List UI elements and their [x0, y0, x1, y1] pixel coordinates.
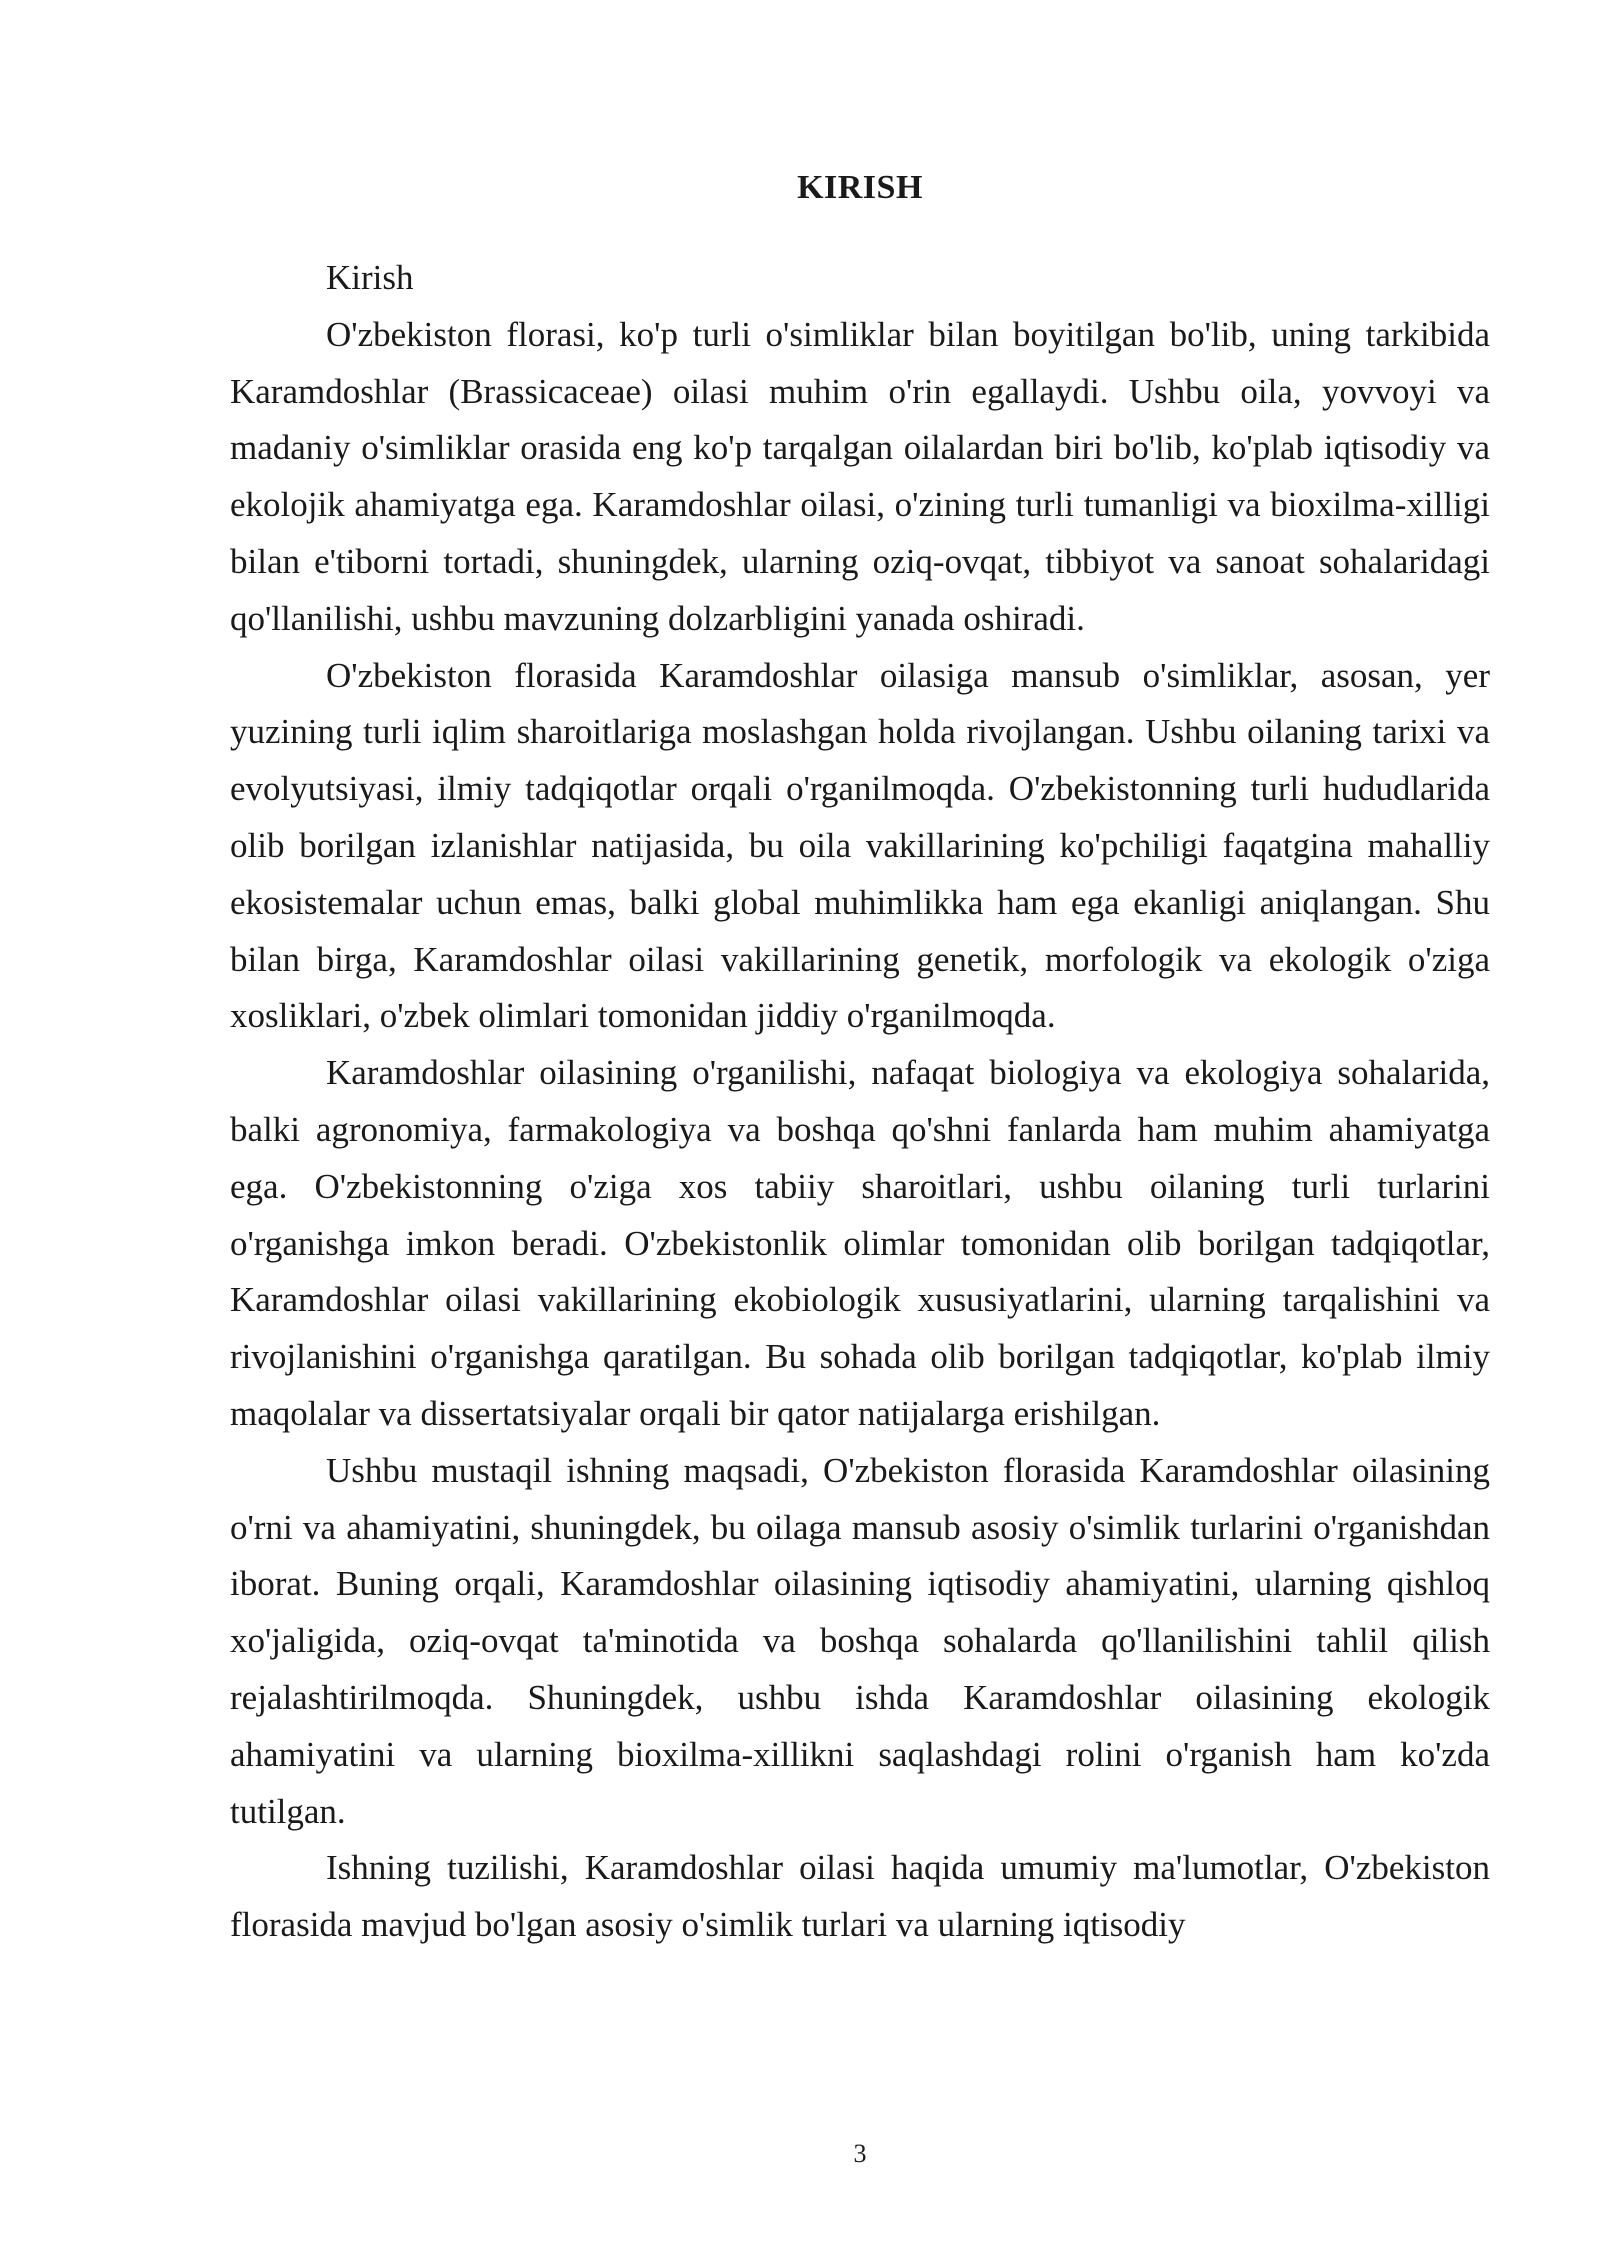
- paragraph: O'zbekiston florasi, ko'p turli o'simliklar bilan boyitilgan bo'lib, uning tarkibida Karamdoshlar (Brassicaceae) oilasi muhim o'rin egallaydi. Ushbu oila, yovvoyi va madaniy o'simliklar orasida eng ko'p tarqalgan oilalardan biri bo'lib, ko'plab iqtisodiy va ekolojik ahamiyatga ega. Karamdoshlar oilasi, o'zining turli tumanligi va bioxilma-xilligi bilan e'tiborni tortadi, shuningdek, ularning oziq-ovqat, tibbiyot va sanoat sohalaridagi qo'llanilishi, ushbu mavzuning dolzarbligini yanada oshiradi.: [230, 314, 1490, 638]
- body-text: [230, 250, 1490, 1954]
- subheading: Kirish: [326, 258, 414, 297]
- page-title: KIRISH: [797, 169, 923, 206]
- paragraph-continued: Ishning tuzilishi, Karamdoshlar oilasi haqida umumiy ma'lumotlar, O'zbekiston florasida mavjud bo'lgan asosiy o'simlik turlari va ularning iqtisodiy: [230, 1848, 1490, 1945]
- paragraph: O'zbekiston florasida Karamdoshlar oilasiga mansub o'simliklar, asosan, yer yuzining turli iqlim sharoitlariga moslashgan holda rivojlangan. Ushbu oilaning tarixi va evolyutsiyasi, ilmiy tadqiqotlar orqali o'rganilmoqda. O'zbekistonning turli hududlarida olib borilgan izlanishlar natijasida, bu oila vakillarining ko'pchiligi faqatgina mahalliy ekosistemalar uchun emas, balki global muhimlikka ham ega ekanligi aniqlangan. Shu bilan birga, Karamdoshlar oilasi vakillarining genetik, morfologik va ekologik o'ziga xosliklari, o'zbek olimlari tomonidan jiddiy o'rganilmoqda.: [230, 655, 1490, 1036]
- paragraph: Ushbu mustaqil ishning maqsadi, O'zbekiston florasida Karamdoshlar oilasining o'rni va ahamiyatini, shuningdek, bu oilaga mansub asosiy o'simlik turlarini o'rganishdan iborat. Buning orqali, Karamdoshlar oilasining iqtisodiy ahamiyatini, ularning qishloq xo'jaligida, oziq-ovqat ta'minotida va boshqa sohalarda qo'llanilishini tahlil qilish rejalashtirilmoqda. Shuningdek, ushbu ishda Karamdoshlar oilasining ekologik ahamiyatini va ularning bioxilma-xillikni saqlashdagi rolini o'rganish ham ko'zda tutilgan.: [230, 1450, 1490, 1831]
- paragraph: Karamdoshlar oilasining o'rganilishi, nafaqat biologiya va ekologiya sohalarida, balki agronomiya, farmakologiya va boshqa qo'shni fanlarda ham muhim ahamiyatga ega. O'zbekistonning o'ziga xos tabiiy sharoitlari, ushbu oilaning turli turlarini o'rganishga imkon beradi. O'zbekistonlik olimlar tomonidan olib borilgan tadqiqotlar, Karamdoshlar oilasi vakillarining ekobiologik xususiyatlarini, ularning tarqalishini va rivojlanishini o'rganishga qaratilgan. Bu sohada olib borilgan tadqiqotlar, ko'plab ilmiy maqolalar va dissertatsiyalar orqali bir qator natijalarga erishilgan.: [230, 1053, 1490, 1433]
- page-number: 3: [853, 2139, 867, 2168]
